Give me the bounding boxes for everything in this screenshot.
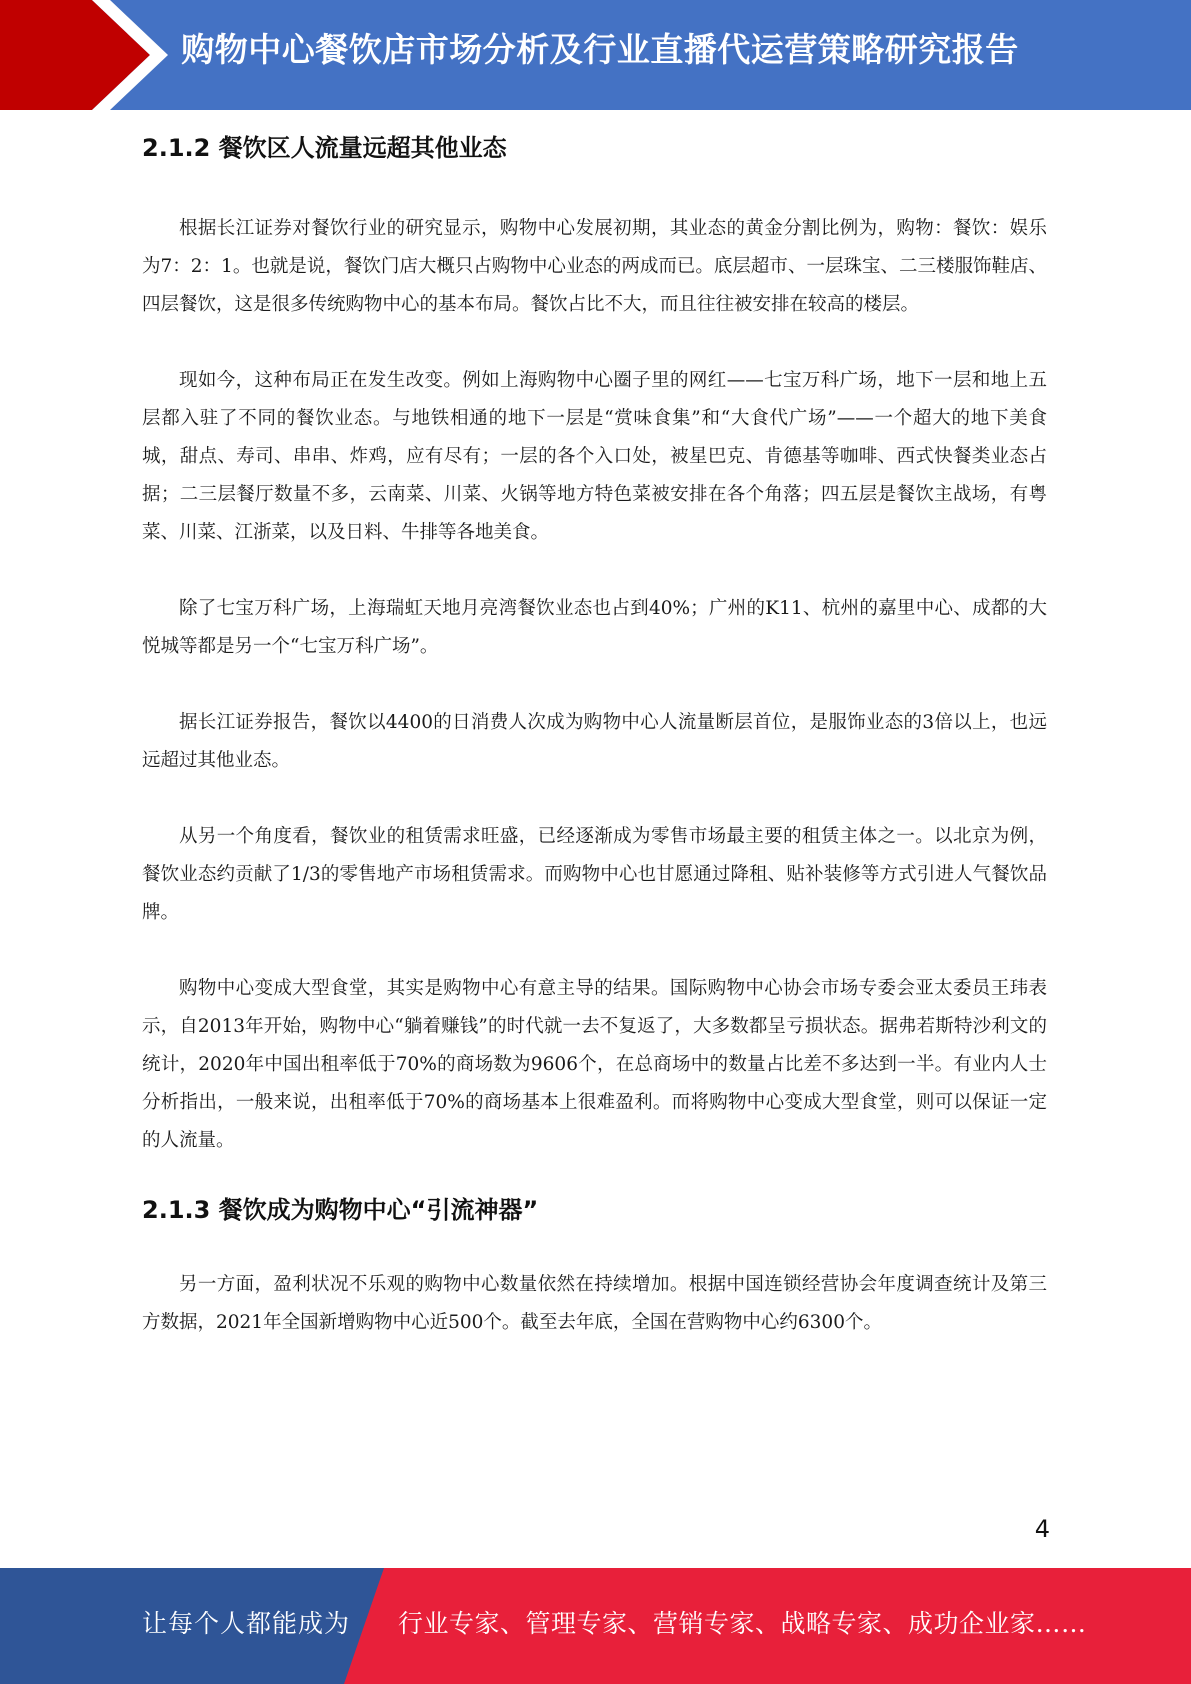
paragraph: 另一方面，盈利状况不乐观的购物中心数量依然在持续增加。根据中国连锁经营协会年度调查统计及第三方数据，2021年全国新增购物中心近500个。截至去年底，全国在营购物中心约6300个。 bbox=[142, 1274, 1047, 1333]
page-content bbox=[142, 128, 1047, 1342]
section-heading-2-1-3: 2.1.3 餐饮成为购物中心“引流神器” bbox=[142, 1196, 539, 1224]
paragraph: 现如今，这种布局正在发生改变。例如上海购物中心圈子里的网红——七宝万科广场，地下一层和地上五层都入驻了不同的餐饮业态。与地铁相通的地下一层是“赏味食集”和“大食代广场”——一个超大的地下美食城，甜点、寿司、串串、炸鸡，应有尽有；一层的各个入口处，被星巴克、肯德基等咖啡、西式快餐类业态占据；二三层餐厅数量不多，云南菜、川菜、火锅等地方特色菜被安排在各个角落；四五层是餐饮主战场，有粤菜、川菜、江浙菜，以及日料、牛排等各地美食。 bbox=[142, 370, 1047, 543]
paragraph: 据长江证券报告，餐饮以4400的日消费人次成为购物中心人流量断层首位，是服饰业态的3倍以上，也远远超过其他业态。 bbox=[142, 712, 1047, 771]
paragraph: 除了七宝万科广场，上海瑞虹天地月亮湾餐饮业态也占到40%；广州的K11、杭州的嘉里中心、成都的大悦城等都是另一个“七宝万科广场”。 bbox=[142, 598, 1047, 657]
paragraph: 从另一个角度看，餐饮业的租赁需求旺盛，已经逐渐成为零售市场最主要的租赁主体之一。以北京为例，餐饮业态约贡献了1/3的零售地产市场租赁需求。而购物中心也甘愿通过降租、贴补装修等方式引进人气餐饮品牌。 bbox=[142, 826, 1047, 923]
page-footer bbox=[0, 1568, 1191, 1684]
paragraph: 根据长江证券对餐饮行业的研究显示，购物中心发展初期，其业态的黄金分割比例为，购物：餐饮：娱乐为7：2：1。也就是说，餐饮门店大概只占购物中心业态的两成而已。底层超市、一层珠宝、二三楼服饰鞋店、四层餐饮，这是很多传统购物中心的基本布局。餐饮占比不大，而且往往被安排在较高的楼层。 bbox=[142, 218, 1047, 315]
document-title: 购物中心餐饮店市场分析及行业直播代运营策略研究报告 bbox=[181, 30, 1019, 69]
footer-slogan-left: 让每个人都能成为 bbox=[142, 1609, 351, 1638]
footer-slogan-right: 行业专家、管理专家、营销专家、战略专家、成功企业家…… bbox=[398, 1609, 1087, 1638]
paragraph: 购物中心变成大型食堂，其实是购物中心有意主导的结果。国际购物中心协会市场专委会亚太委员王玮表示，自2013年开始，购物中心“躺着赚钱”的时代就一去不复返了，大多数都呈亏损状态。据弗若斯特沙利文的统计，2020年中国出租率低于70%的商场数为9606个，在总商场中的数量占比差不多达到一半。有业内人士分析指出，一般来说，出租率低于70%的商场基本上很难盈利。而将购物中心变成大型食堂，则可以保证一定的人流量。 bbox=[142, 978, 1047, 1151]
page-header bbox=[0, 0, 1191, 110]
page-number: 4 bbox=[1034, 1515, 1050, 1543]
section-heading-2-1-2: 2.1.2 餐饮区人流量远超其他业态 bbox=[142, 134, 507, 162]
